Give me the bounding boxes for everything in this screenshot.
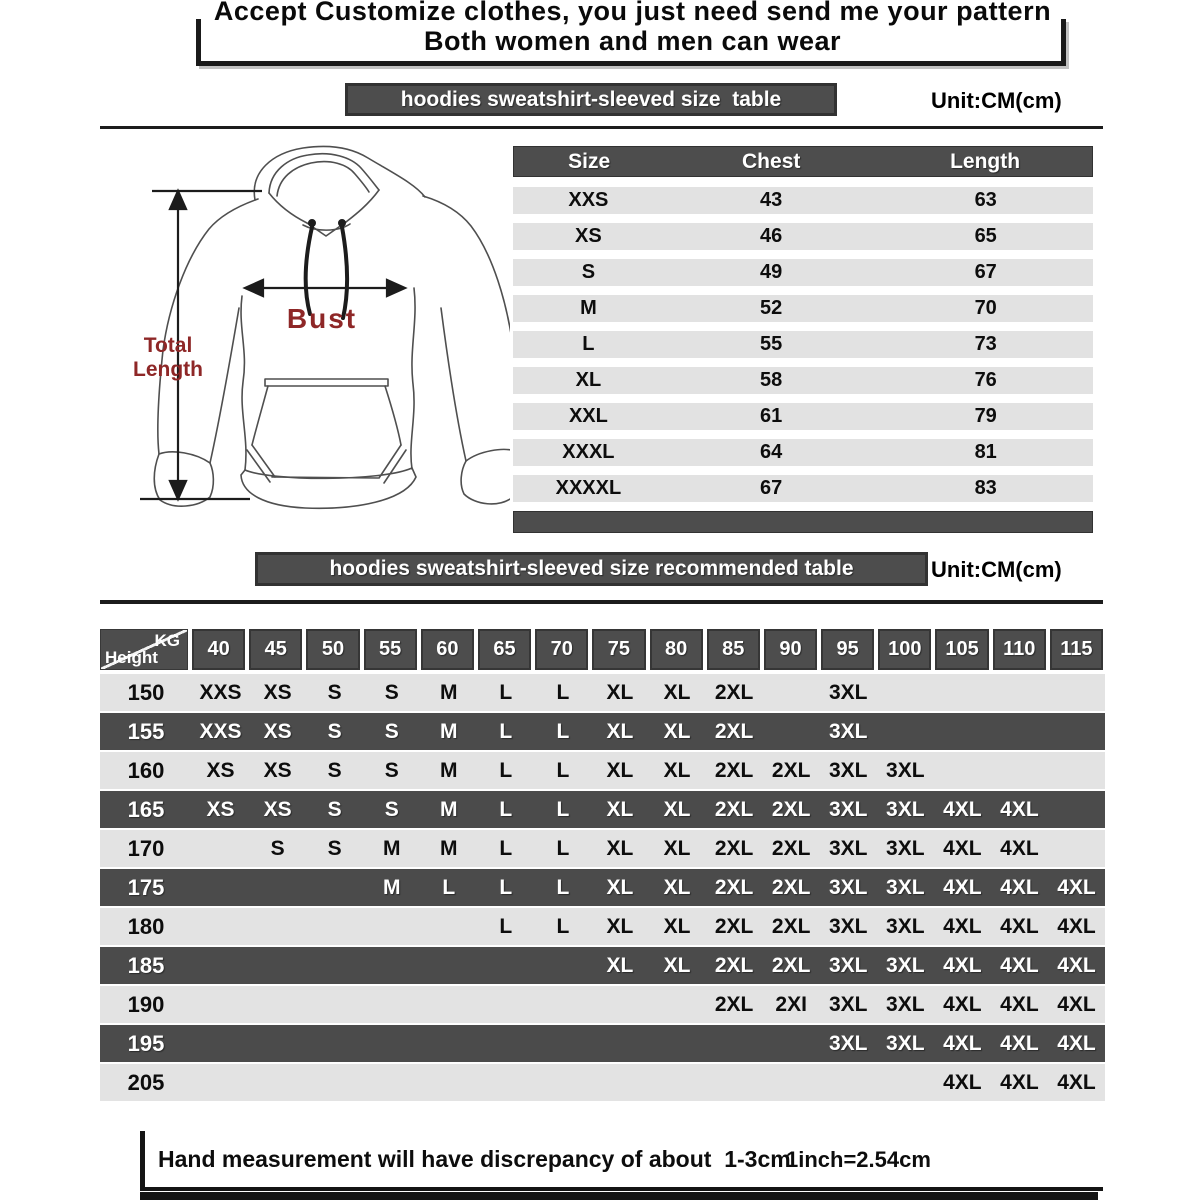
hood-opening-outer-rim <box>269 154 379 193</box>
hoodie-diagram <box>100 136 510 528</box>
weight-header-cell: 45 <box>249 629 302 670</box>
pocket-left-slit <box>247 445 275 482</box>
size-table-cell-length: 83 <box>974 477 997 499</box>
matrix-row <box>100 752 1105 789</box>
matrix-size-cell: L <box>556 836 570 860</box>
matrix-size-cell: 3XL <box>828 914 868 938</box>
matrix-height-label: 165 <box>127 796 165 822</box>
size-table-cell-length: 63 <box>974 189 997 211</box>
matrix-size-cell: S <box>384 719 399 743</box>
matrix-size-cell: 4XL <box>943 953 982 977</box>
matrix-size-cell: XL <box>606 680 634 704</box>
bust-arrowhead-left <box>245 280 263 296</box>
matrix-size-cell: 4XL <box>1000 953 1039 977</box>
weight-header-cell: 60 <box>421 629 474 670</box>
matrix-size-cell: S <box>384 797 399 821</box>
matrix-size-cell: 4XL <box>1000 836 1039 860</box>
matrix-size-cell: 2XL <box>714 680 754 704</box>
hood-opening-inner-rim <box>277 162 369 196</box>
matrix-size-cell: 3XL <box>886 992 925 1016</box>
matrix-size-cell: 3XL <box>886 914 925 938</box>
matrix-size-cell: XL <box>606 953 634 977</box>
matrix-size-cell: XL <box>606 836 634 860</box>
matrix-size-cell: 4XL <box>943 1031 982 1055</box>
size-table-cell-size: XXS <box>568 189 609 211</box>
size-table-cell-length: 76 <box>974 369 997 391</box>
size-table-row <box>513 295 1093 322</box>
total-length-label-line2: Length <box>133 358 203 381</box>
header-line-1: Accept Customize clothes, you just need send me your pattern <box>213 0 1052 26</box>
size-table-title-bar: hoodies sweatshirt-sleeved size table <box>345 83 837 116</box>
weight-header-cell: 40 <box>192 629 245 670</box>
matrix-height-label: 190 <box>127 991 165 1017</box>
matrix-row <box>100 830 1105 867</box>
matrix-size-cell: L <box>499 758 513 782</box>
matrix-height-label: 185 <box>127 952 165 978</box>
size-table-cell-length: 67 <box>974 261 997 283</box>
matrix-size-cell: S <box>384 680 399 704</box>
matrix-size-cell: 3XL <box>828 953 868 977</box>
size-table-row <box>513 187 1093 214</box>
matrix-size-cell: 4XL <box>1057 914 1096 938</box>
matrix-size-cell: XS <box>206 758 235 782</box>
total-length-arrowhead-top <box>170 191 186 209</box>
matrix-size-cell: XS <box>206 797 235 821</box>
matrix-size-cell: S <box>270 836 285 860</box>
bust-label: Bust <box>286 303 358 334</box>
matrix-size-cell: 3XL <box>886 797 925 821</box>
matrix-size-cell: 3XL <box>828 992 868 1016</box>
matrix-size-cell: 4XL <box>1057 1070 1096 1094</box>
size-table-cell-size: S <box>581 261 596 283</box>
corner-cell <box>100 629 188 670</box>
bust-arrowhead-right <box>387 280 405 296</box>
matrix-size-cell: 3XL <box>828 875 868 899</box>
size-table-cell-length: 81 <box>974 441 997 463</box>
matrix-size-cell: M <box>440 758 458 782</box>
matrix-size-cell: 3XL <box>828 797 868 821</box>
size-table-cell-chest: 61 <box>759 405 783 427</box>
matrix-size-cell: L <box>499 836 513 860</box>
matrix-size-cell: S <box>327 758 342 782</box>
size-table-row <box>513 223 1093 250</box>
right-cuff <box>461 449 510 503</box>
matrix-size-cell: L <box>499 797 513 821</box>
matrix-row <box>100 908 1105 945</box>
footer-bottom-bar <box>140 1192 1098 1200</box>
column-header-chest: Chest <box>742 149 801 173</box>
matrix-size-cell: 2XL <box>714 953 754 977</box>
size-table-cell-size: XL <box>575 369 602 391</box>
weight-header-cell: 65 <box>478 629 531 670</box>
pocket-band <box>265 379 388 386</box>
matrix-size-cell: 3XL <box>828 680 868 704</box>
matrix-header-row <box>100 629 1105 670</box>
matrix-size-cell: 4XL <box>943 836 982 860</box>
size-table-cell-size: XXXL <box>562 441 615 463</box>
header-line-2: Both women and men can wear <box>423 26 842 56</box>
matrix-size-cell: 3XL <box>828 1031 868 1055</box>
size-table-footer-bar <box>513 511 1093 533</box>
matrix-size-cell: M <box>440 797 458 821</box>
weight-header-cell: 115 <box>1050 629 1103 670</box>
size-table-cell-length: 70 <box>974 297 997 319</box>
matrix-size-cell: XL <box>606 719 634 743</box>
matrix-size-cell: XS <box>263 797 292 821</box>
size-table-row <box>513 439 1093 466</box>
matrix-size-cell: XS <box>263 680 292 704</box>
matrix-size-cell: 4XL <box>1000 797 1039 821</box>
matrix-height-label: 180 <box>127 913 165 939</box>
recommended-matrix-table <box>100 629 1105 1103</box>
weight-header-cell: 75 <box>592 629 645 670</box>
matrix-size-cell: S <box>327 797 342 821</box>
matrix-size-cell: 2XL <box>714 914 754 938</box>
matrix-size-cell: 3XL <box>886 953 925 977</box>
matrix-size-cell: S <box>327 836 342 860</box>
matrix-size-cell: XS <box>263 719 292 743</box>
matrix-size-cell: 2XL <box>771 875 811 899</box>
size-table-row <box>513 403 1093 430</box>
matrix-size-cell: 4XL <box>1057 875 1096 899</box>
matrix-size-cell: 2XL <box>714 797 754 821</box>
matrix-size-cell: M <box>440 680 458 704</box>
matrix-size-cell: 4XL <box>943 875 982 899</box>
matrix-row <box>100 674 1105 711</box>
matrix-size-cell: XL <box>663 758 691 782</box>
matrix-size-cell: 2XL <box>714 992 754 1016</box>
right-body-seam <box>411 288 415 469</box>
weight-header-cell: 100 <box>878 629 931 670</box>
matrix-size-cell: 2XL <box>714 836 754 860</box>
left-body-seam <box>241 296 246 470</box>
weight-header-cell: 80 <box>650 629 703 670</box>
weight-header-cell: 110 <box>993 629 1046 670</box>
pocket-left-edge <box>252 386 268 445</box>
unit-label-2: Unit:CM(cm) <box>931 557 1062 582</box>
matrix-size-cell: 2XI <box>775 992 807 1016</box>
size-table-cell-length: 73 <box>974 333 997 355</box>
size-table-cell-chest: 55 <box>759 333 783 355</box>
weight-header-cell: 105 <box>935 629 988 670</box>
divider-rule-1 <box>100 126 1103 129</box>
matrix-size-cell: XL <box>663 953 691 977</box>
column-header-size: Size <box>568 149 611 173</box>
matrix-size-cell: 3XL <box>886 758 925 782</box>
collar-left-fold <box>269 193 307 223</box>
size-table-row <box>513 367 1093 394</box>
size-table-cell-chest: 64 <box>759 441 783 463</box>
matrix-size-cell: XXS <box>199 719 242 743</box>
matrix-row <box>100 791 1105 828</box>
matrix-size-cell: 2XL <box>771 914 811 938</box>
matrix-size-cell: L <box>556 875 570 899</box>
left-sleeve-inner <box>210 308 239 463</box>
size-table-cell-size: L <box>582 333 595 355</box>
matrix-size-cell: 4XL <box>1057 953 1096 977</box>
collar-right-fold <box>346 190 379 222</box>
weight-header-cell: 95 <box>821 629 874 670</box>
matrix-size-cell: XL <box>606 875 634 899</box>
matrix-size-cell: 2XL <box>771 797 811 821</box>
matrix-size-cell: XL <box>663 914 691 938</box>
matrix-size-cell: M <box>382 875 401 899</box>
unit-label-1: Unit:CM(cm) <box>931 88 1062 113</box>
matrix-height-label: 195 <box>127 1030 165 1056</box>
matrix-size-cell: L <box>499 875 513 899</box>
recommended-table-title-bar: hoodies sweatshirt-sleeved size recommended table <box>255 552 928 586</box>
matrix-height-label: 150 <box>127 679 165 705</box>
matrix-size-cell: S <box>384 758 399 782</box>
weight-header-cell: 55 <box>364 629 417 670</box>
matrix-size-cell: M <box>382 836 401 860</box>
matrix-size-cell: 3XL <box>828 758 868 782</box>
matrix-size-cell: XL <box>663 680 691 704</box>
matrix-size-cell: L <box>556 797 570 821</box>
hood-outline <box>254 146 425 200</box>
matrix-row <box>100 947 1105 984</box>
matrix-size-cell: XS <box>263 758 292 782</box>
size-table-body <box>513 187 1093 502</box>
matrix-size-cell: 4XL <box>1057 992 1096 1016</box>
size-table-header <box>513 146 1093 177</box>
pocket-right-edge <box>385 386 401 445</box>
matrix-size-cell: L <box>499 680 513 704</box>
matrix-row <box>100 869 1105 906</box>
pocket-right-slit <box>379 445 406 483</box>
corner-height-label: Height <box>105 648 158 667</box>
matrix-row <box>100 713 1105 750</box>
right-sleeve-inner <box>441 308 466 461</box>
matrix-height-label: 205 <box>127 1069 165 1095</box>
matrix-row <box>100 1025 1105 1062</box>
matrix-size-cell: XXS <box>199 680 242 704</box>
size-table-cell-length: 65 <box>974 225 997 247</box>
matrix-size-cell: 2XL <box>771 836 811 860</box>
matrix-size-cell: 3XL <box>886 1031 925 1055</box>
matrix-size-cell: 2XL <box>714 875 754 899</box>
matrix-size-cell: M <box>440 836 458 860</box>
matrix-size-cell: 4XL <box>943 797 982 821</box>
weight-header-cell: 90 <box>764 629 817 670</box>
matrix-size-cell: L <box>556 758 570 782</box>
pocket-bottom <box>272 477 378 478</box>
size-table-cell-chest: 58 <box>759 369 783 391</box>
matrix-size-cell: M <box>440 719 458 743</box>
matrix-size-cell: 4XL <box>943 992 982 1016</box>
size-table-row <box>513 331 1093 358</box>
matrix-size-cell: S <box>327 680 342 704</box>
size-table-cell-chest: 67 <box>759 477 783 499</box>
matrix-size-cell: 2XL <box>714 719 754 743</box>
matrix-size-cell: 4XL <box>1000 875 1039 899</box>
matrix-size-cell: L <box>442 875 456 899</box>
corner-kg-label: KG <box>154 631 180 650</box>
matrix-size-cell: 2XL <box>714 758 754 782</box>
divider-rule-2 <box>100 600 1103 604</box>
matrix-size-cell: 3XL <box>828 836 868 860</box>
matrix-row <box>100 986 1105 1023</box>
right-shoulder-sleeve <box>423 196 510 451</box>
size-table-cell-size: M <box>580 297 597 319</box>
matrix-size-cell: L <box>499 914 513 938</box>
matrix-size-cell: 2XL <box>771 953 811 977</box>
weight-header-cell: 50 <box>306 629 359 670</box>
matrix-size-cell: XL <box>606 797 634 821</box>
size-table-cell-chest: 49 <box>759 261 783 283</box>
matrix-size-cell: L <box>556 680 570 704</box>
footer-note: Hand measurement will have discrepancy of about 1-3cm <box>158 1146 791 1172</box>
total-length-arrowhead-bottom <box>170 481 186 499</box>
matrix-size-cell: L <box>499 719 513 743</box>
matrix-size-cell: 4XL <box>1000 914 1039 938</box>
size-table-cell-chest: 52 <box>759 297 783 319</box>
matrix-row <box>100 1064 1105 1101</box>
matrix-height-label: 170 <box>127 835 165 861</box>
matrix-size-cell: 3XL <box>828 719 868 743</box>
matrix-size-cell: 4XL <box>1057 1031 1096 1055</box>
matrix-size-cell: XL <box>663 797 691 821</box>
matrix-size-cell: 4XL <box>943 1070 982 1094</box>
matrix-size-cell: S <box>327 719 342 743</box>
matrix-body <box>100 674 1105 1101</box>
footer-conversion: 1inch=2.54cm <box>786 1147 931 1172</box>
matrix-size-cell: 2XL <box>771 758 811 782</box>
size-table-cell-chest: 43 <box>759 189 783 211</box>
matrix-size-cell: 3XL <box>886 875 925 899</box>
left-drawstring <box>306 227 312 314</box>
matrix-size-cell: 4XL <box>1000 992 1039 1016</box>
matrix-size-cell: XL <box>663 719 691 743</box>
size-table <box>513 146 1093 533</box>
size-table-cell-length: 79 <box>974 405 997 427</box>
size-table-cell-size: XXL <box>568 405 608 427</box>
size-table-cell-chest: 46 <box>759 225 783 247</box>
size-table-row <box>513 475 1093 502</box>
header-text <box>130 0 1135 56</box>
weight-header-cell: 85 <box>707 629 760 670</box>
matrix-size-cell: XL <box>663 836 691 860</box>
matrix-size-cell: XL <box>606 758 634 782</box>
matrix-size-cell: 3XL <box>886 836 925 860</box>
matrix-size-cell: XL <box>606 914 634 938</box>
matrix-height-label: 160 <box>127 757 165 783</box>
column-header-length: Length <box>950 149 1021 173</box>
size-table-cell-size: XS <box>575 225 602 247</box>
weight-header-cell: 70 <box>535 629 588 670</box>
matrix-size-cell: L <box>556 914 570 938</box>
matrix-size-cell: 4XL <box>1000 1070 1039 1094</box>
size-table-cell-size: XXXXL <box>555 477 622 499</box>
matrix-size-cell: 4XL <box>943 914 982 938</box>
size-table-row <box>513 259 1093 286</box>
matrix-height-label: 175 <box>127 874 165 900</box>
matrix-size-cell: L <box>556 719 570 743</box>
total-length-label-line1: Total <box>143 334 193 357</box>
matrix-size-cell: XL <box>663 875 691 899</box>
matrix-height-label: 155 <box>127 718 165 744</box>
matrix-size-cell: 4XL <box>1000 1031 1039 1055</box>
